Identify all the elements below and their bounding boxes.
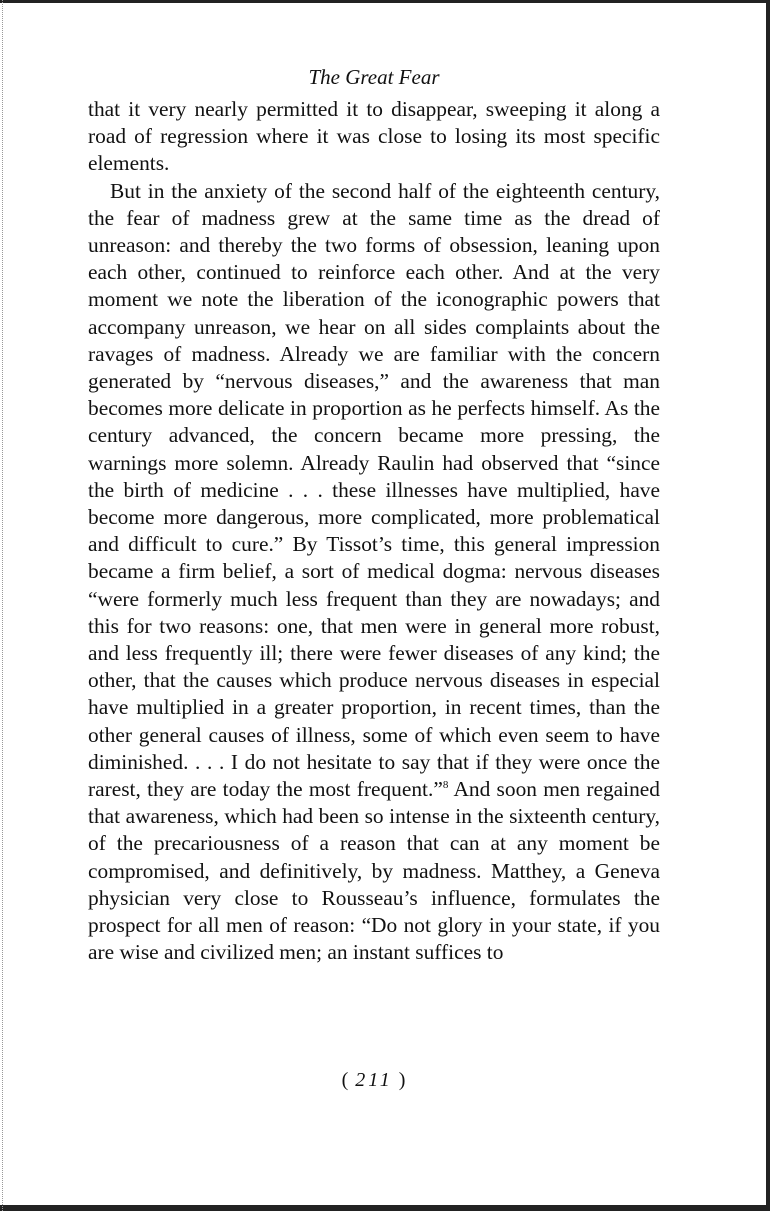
page-number-close-paren: ) — [398, 1069, 407, 1091]
page-number-open-paren: ( — [341, 1069, 350, 1091]
scan-border-right — [766, 0, 770, 1211]
paragraph-2-text-before-note: But in the anxiety of the second half of the eighteenth century, the fear of madness grew at the same time as the dread of unreason: and thereby the two forms of obsession, leaning upon each other, continued to reinforce each other. And at the very moment we note the liberation of the iconographic powers that accompany unreason, we hear on all sides complaints about the ravages of madness. Already we are familiar with the concern generated by “nervous diseases,” and the awareness that man becomes more delicate in proportion as he perfects himself. As the century advanced, the concern became more pressing, the warnings more solemn. Already Raulin had observed that “since the birth of medicine . . . these illnesses have multiplied, have become more dangerous, more complicated, more problematical and difficult to cure.” By Tissot’s time, this general impression became a firm belief, a sort of medical dogma: nervous diseases “were formerly much less frequent than they are nowadays; and this for two reasons: one, that men were in general more robust, and less frequently ill; there were fewer diseases of any kind; the other, that the causes which produce nervous diseases in especial have multiplied in a greater proportion, in recent times, than the other general causes of illness, some of which even seem to have diminished. . . . I do not hesitate to say that if they were once the rarest, they are today the most frequent.” — [88, 178, 660, 802]
book-page — [88, 62, 660, 967]
body-text — [88, 96, 660, 967]
page-number-value: 211 — [355, 1069, 393, 1091]
paragraph-2 — [88, 178, 660, 967]
paragraph-2-text-after-note: And soon men regained that awareness, which had been so intense in the sixteenth century, of the precariousness of a reason that can at any moment be compromised, and definitively, by madness. Matthey, a Geneva physician very close to Rousseau’s influence, formulates the prospect for all men of reason: “Do not glory in your state, if you are wise and civilized men; an instant suffices to — [88, 777, 660, 965]
scan-edge-left — [2, 0, 3, 1211]
running-head: The Great Fear — [308, 65, 440, 89]
scan-border-top — [0, 0, 770, 3]
page-number — [88, 1067, 660, 1093]
scan-border-bottom — [0, 1205, 770, 1211]
footnote-marker: 8 — [442, 778, 449, 791]
paragraph-1: that it very nearly permitted it to disappear, sweeping it along a road of regression where it was close to losing its most specific elements. — [88, 97, 660, 176]
